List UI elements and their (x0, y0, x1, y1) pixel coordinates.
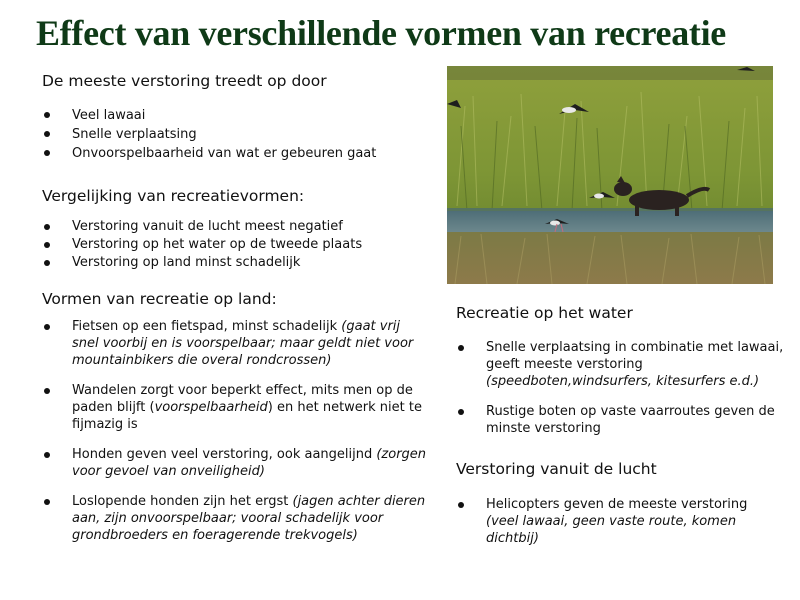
list-item: Verstoring vanuit de lucht meest negatief (42, 218, 442, 236)
bullet-list-water (456, 339, 786, 437)
section-heading-lucht: Verstoring vanuit de lucht (456, 460, 657, 478)
list-item: Snelle verplaatsing (42, 125, 442, 144)
list-item: Helicopters geven de meeste verstoring (veel lawaai, geen vaste route, komen dichtbij) (456, 496, 778, 547)
list-item: Loslopende honden zijn het ergst (jagen achter dieren aan, zijn onvoorspelbaar; vooral schadelijk voor grondbroeders en foeragerende trekvogels) (42, 493, 430, 544)
list-item: Wandelen zorgt voor beperkt effect, mits men op de paden blijft (voorspelbaarheid) en het netwerk niet te fijmazig is (42, 382, 430, 433)
bullet-list-land (42, 318, 430, 544)
list-item: Snelle verplaatsing in combinatie met lawaai, geeft meeste verstoring (speedboten,windsurfers, kitesurfers e.d.) (456, 339, 786, 390)
list-item: Veel lawaai (42, 106, 442, 125)
section-heading-land: Vormen van recreatie op land: (42, 290, 277, 308)
section-heading-water: Recreatie op het water (456, 304, 633, 322)
list-item: Onvoorspelbaarheid van wat er gebeuren gaat (42, 144, 442, 163)
list-item: Honden geven veel verstoring, ook aangelijnd (zorgen voor gevoel van onveiligheid) (42, 446, 430, 480)
slide-title: Effect van verschillende vormen van recreatie (36, 13, 726, 53)
list-item: Verstoring op land minst schadelijk (42, 254, 442, 272)
bullet-list-lucht (456, 496, 778, 547)
bullet-list-vergelijking (42, 218, 442, 272)
list-item: Rustige boten op vaste vaarroutes geven de minste verstoring (456, 403, 786, 437)
list-item: Fietsen op een fietspad, minst schadelijk (gaat vrij snel voorbij en is voorspelbaar; maar geldt niet voor mountainbikers die overal rondcrossen) (42, 318, 430, 369)
bullet-list-verstoring (42, 106, 442, 163)
section-heading-verstoring: De meeste verstoring treedt op door (42, 72, 327, 90)
wetland-photo-icon (447, 66, 773, 284)
list-item: Verstoring op het water op de tweede plaats (42, 236, 442, 254)
section-heading-vergelijking: Vergelijking van recreatievormen: (42, 187, 305, 205)
